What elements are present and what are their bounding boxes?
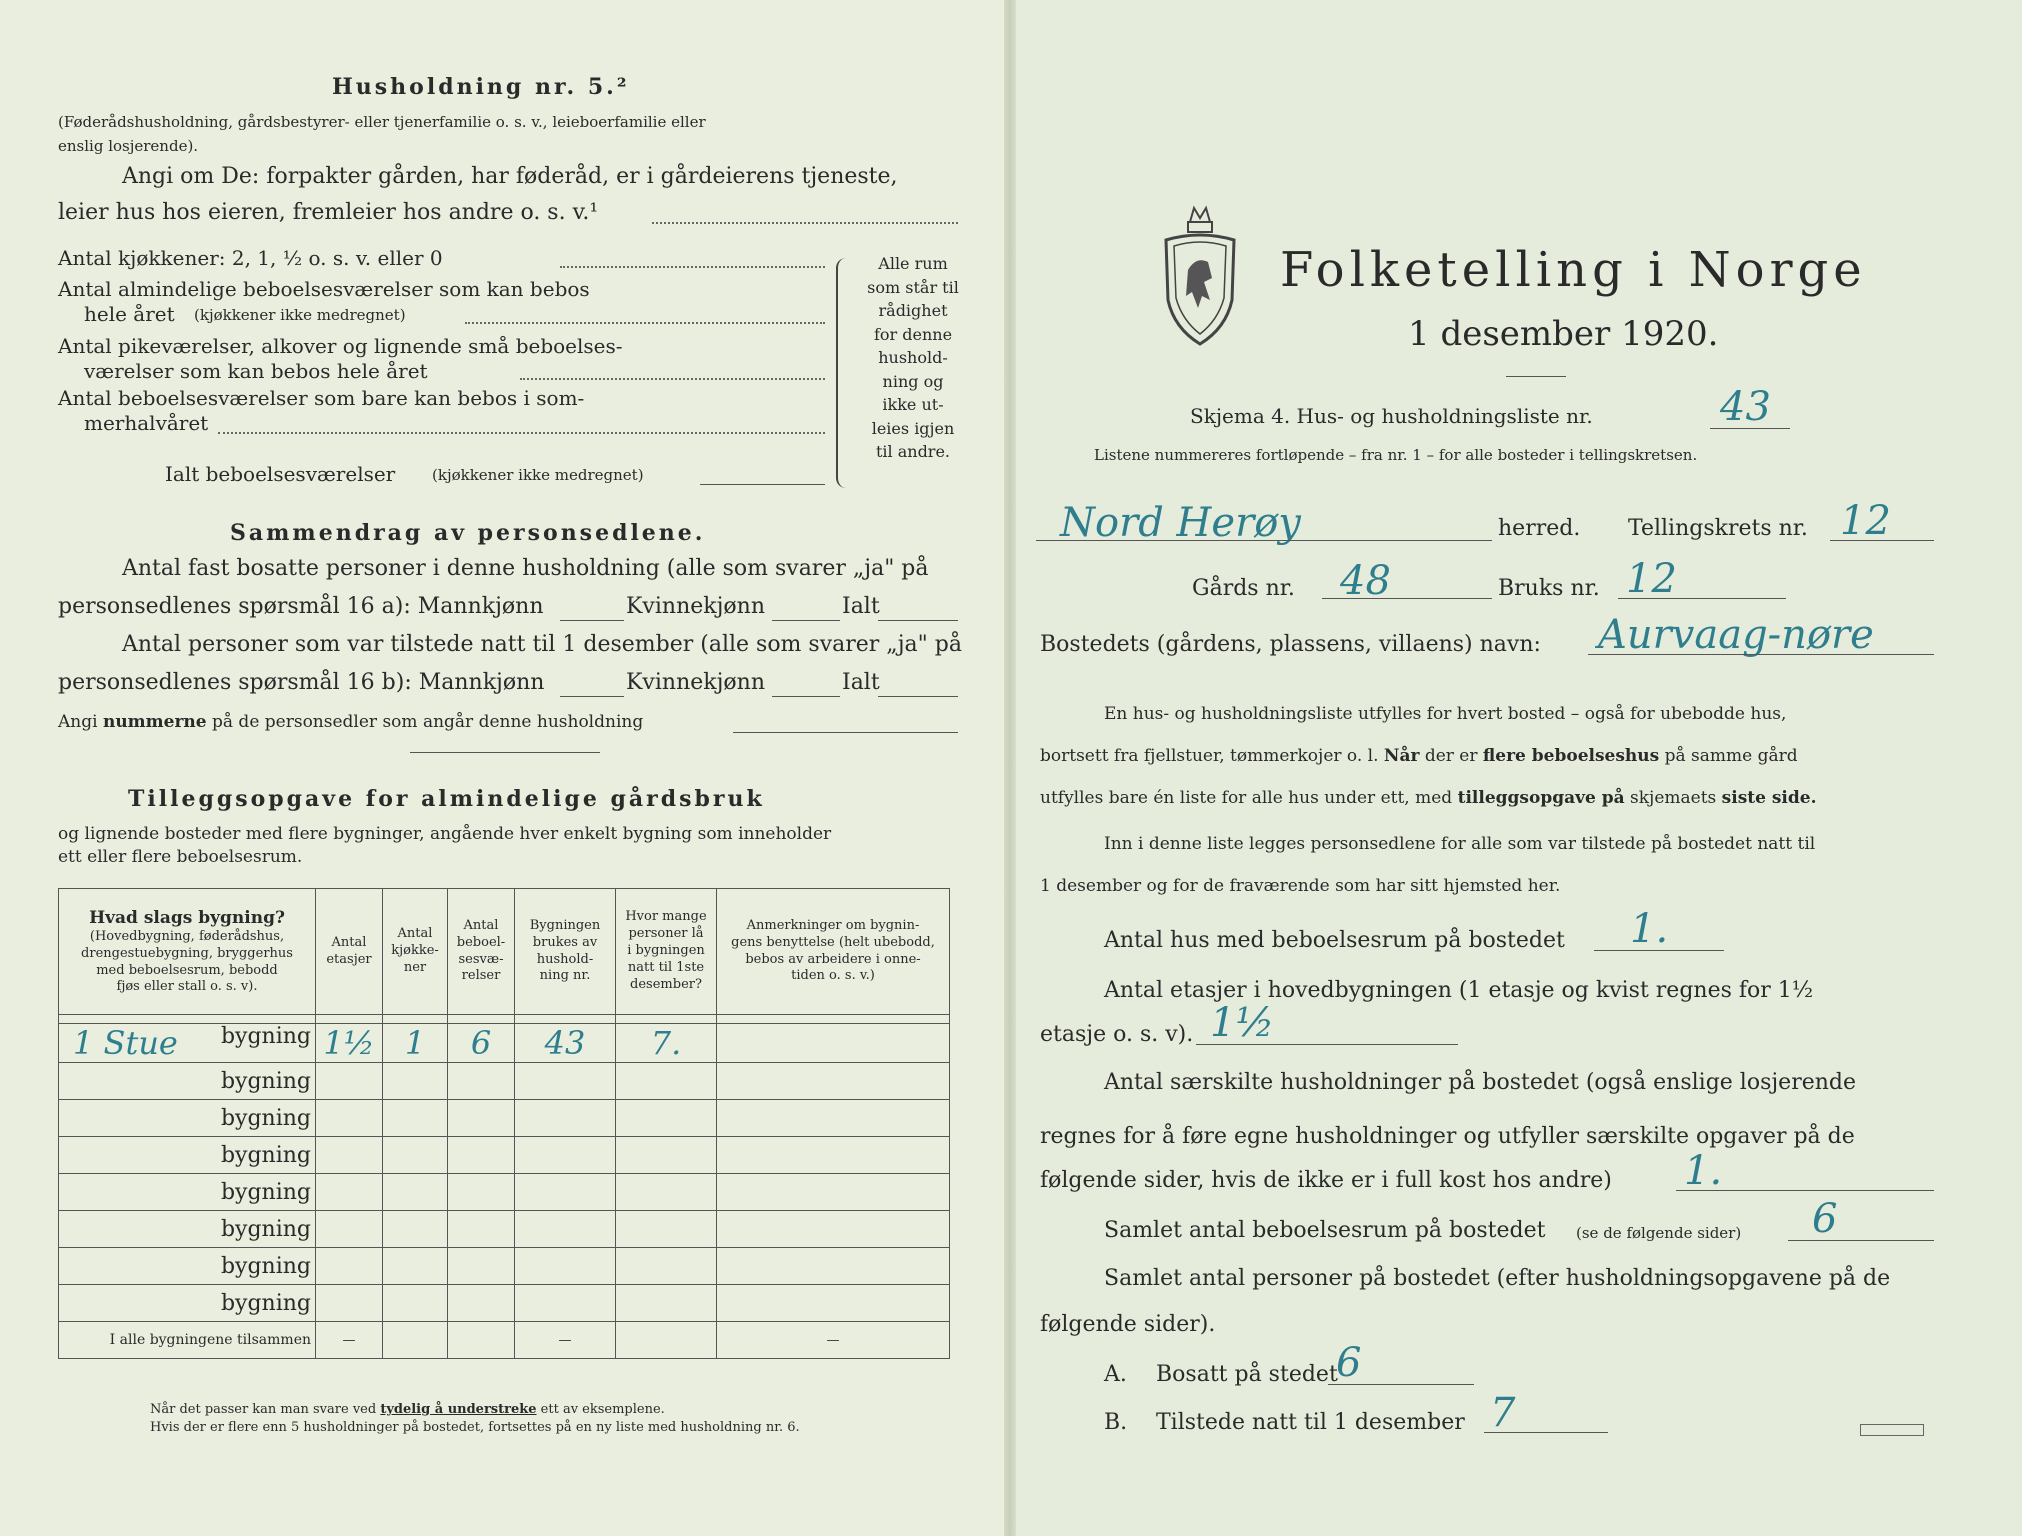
col-beboelse: Antal beboel- sesvæ- relser <box>448 889 515 1015</box>
row1-beboelse: 6 <box>448 1024 515 1063</box>
bosted-label: Bostedets (gårdens, plassens, villaens) navn: <box>1040 632 1541 657</box>
hus-label: Antal hus med beboelsesrum på bostedet <box>1104 928 1565 953</box>
krets-value: 12 <box>1840 498 1891 544</box>
paragraph-1: En hus- og husholdningsliste utfylles for hvert bosted – også for ubebodde hus, <box>1104 704 1787 724</box>
bosatt-value: 6 <box>1336 1340 1362 1386</box>
tilstede-label: Tilstede natt til 1 desember <box>1156 1410 1465 1435</box>
alm-line-1: Antal almindelige beboelsesværelser som kan bebos <box>58 277 590 301</box>
col-kjokken: Antal kjøkke- ner <box>383 889 448 1015</box>
row1-hush: 43 <box>515 1024 616 1063</box>
tillegg-line-1: og lignende bosteder med flere bygninger, angående hver enkelt bygning som inneholder <box>58 824 832 844</box>
sammendrag-title: Sammendrag av personsedlene. <box>230 520 706 546</box>
bruks-value: 12 <box>1626 556 1677 602</box>
krets-label: Tellingskrets nr. <box>1628 516 1808 541</box>
building-table <box>58 888 950 1359</box>
fast-line-2: personsedlenes spørsmål 16 a): Mannkjønn <box>58 594 544 619</box>
listene-note: Listene nummereres fortløpende – fra nr. 1 – for alle bosteder i tellingskretsen. <box>1094 446 1698 464</box>
printer-stamp <box>1860 1424 1924 1436</box>
footnote-2: Hvis der er flere enn 5 husholdninger på bostedet, fortsettes på en ny liste med husholdning nr. 6. <box>150 1420 800 1435</box>
table-row: bygning <box>59 1137 950 1174</box>
tilstede-letter: B. <box>1104 1410 1128 1435</box>
samlet-beboelse-label: Samlet antal beboelsesrum på bostedet <box>1104 1218 1546 1243</box>
fast-ialt: Ialt <box>842 594 880 619</box>
col-type: Hvad slags bygning? (Hovedbygning, føderådshus, drengestuebygning, bryggerhus med beboelsesrum, bebodd fjøs eller stall o. s. v). <box>59 889 316 1015</box>
intro-line-1: (Føderådshusholdning, gårdsbestyrer- eller tjenerfamilie o. s. v., leieboerfamilie eller <box>58 113 706 131</box>
etasjer-line-2: etasje o. s. v). <box>1040 1022 1194 1047</box>
bosted-value: Aurvaag-nøre <box>1598 612 1874 658</box>
samlet-personer-line-1: Samlet antal personer på bostedet (efter husholdningsopgavene på de <box>1104 1266 1891 1291</box>
tilst-ialt: Ialt <box>842 670 880 695</box>
etasjer-value: 1½ <box>1210 1000 1275 1046</box>
alm-note: (kjøkkener ikke medregnet) <box>194 306 406 324</box>
household-title: Husholdning nr. 5.² <box>332 74 630 100</box>
col-hush: Bygningen brukes av hushold- ning nr. <box>515 889 616 1015</box>
bosatt-label: Bosatt på stedet <box>1156 1362 1338 1387</box>
pike-line-1: Antal pikeværelser, alkover og lignende små beboelses- <box>58 334 623 358</box>
samlet-beboelse-note: (se de følgende sider) <box>1576 1224 1742 1242</box>
table-row: bygning <box>59 1174 950 1211</box>
main-title: Folketelling i Norge <box>1280 242 1867 298</box>
row1-type: 1 Stue <box>73 1024 178 1062</box>
fast-kvinne: Kvinnekjønn <box>626 594 765 619</box>
paragraph-5: 1 desember og for de fraværende som har sitt hjemsted her. <box>1040 876 1561 896</box>
intro-line-2: enslig losjerende). <box>58 137 199 155</box>
tilst-line-2: personsedlenes spørsmål 16 b): Mannkjønn <box>58 670 545 695</box>
row1-personer: 7. <box>616 1024 717 1063</box>
row1-etasjer: 1½ <box>316 1024 383 1063</box>
hus-value: 1. <box>1630 906 1669 952</box>
gards-label: Gårds nr. <box>1192 576 1295 601</box>
table-row: bygning <box>59 1285 950 1322</box>
pike-line-2: værelser som kan bebos hele året <box>84 359 428 383</box>
side-note: Alle rum som står til rådighet for denne hushold- ning og ikke ut- leies igjen til andre. <box>867 254 959 461</box>
table-row: 1 Stue bygning 1½ 1 6 43 7. <box>59 1024 950 1063</box>
census-date: 1 desember 1920. <box>1408 314 1719 354</box>
paragraph-4: Inn i denne liste legges personsedlene for alle som var tilstede på bostedet natt til <box>1104 834 1816 854</box>
saer-line-3: følgende sider, hvis de ikke er i full kost hos andre) <box>1040 1168 1612 1193</box>
tilst-kvinne: Kvinnekjønn <box>626 670 765 695</box>
herred-value: Nord Herøy <box>1060 500 1301 546</box>
ialt-note: (kjøkkener ikke medregnet) <box>432 466 644 484</box>
table-total-row: I alle bygningene tilsammen — — — <box>59 1322 950 1359</box>
col-personer: Hvor mange personer lå i bygningen natt til 1ste desember? <box>616 889 717 1015</box>
page-fold <box>1004 0 1016 1536</box>
skjema-number: 43 <box>1720 384 1771 430</box>
angi-nummer: Angi nummerne på de personsedler som angår denne husholdning <box>58 712 644 732</box>
row1-kjokken: 1 <box>383 1024 448 1063</box>
tilst-line-1: Antal personer som var tilstede natt til 1 desember (alle som svarer „ja" på <box>122 632 962 657</box>
skjema-label: Skjema 4. Hus- og husholdningsliste nr. <box>1190 404 1593 428</box>
ialt-label: Ialt beboelsesværelser <box>165 462 396 486</box>
coat-of-arms-icon <box>1160 200 1240 350</box>
angi-line-1: Angi om De: forpakter gården, har føderåd, er i gårdeierens tjeneste, <box>122 164 898 189</box>
col-anm: Anmerkninger om bygnin- gens benyttelse (helt ubebodd, bebos av arbeidere i onne- tiden o. s. v.) <box>717 889 950 1015</box>
table-row: bygning <box>59 1100 950 1137</box>
alm-line-2: hele året <box>84 302 175 326</box>
table-row: bygning <box>59 1211 950 1248</box>
angi-line-2: leier hus hos eieren, fremleier hos andre o. s. v.¹ <box>58 200 599 225</box>
table-row: bygning <box>59 1063 950 1100</box>
tillegg-title: Tilleggsopgave for almindelige gårdsbruk <box>128 786 765 812</box>
footnote-1: Når det passer kan man svare ved tydelig å understreke ett av eksemplene. <box>150 1402 665 1417</box>
bruks-label: Bruks nr. <box>1498 576 1600 601</box>
col-etasjer: Antal etasjer <box>316 889 383 1015</box>
tilstede-value: 7 <box>1490 1390 1516 1436</box>
gards-value: 48 <box>1340 558 1391 604</box>
som-line-1: Antal beboelsesværelser som bare kan bebos i som- <box>58 386 585 410</box>
fast-line-1: Antal fast bosatte personer i denne husholdning (alle som svarer „ja" på <box>122 556 929 581</box>
herred-label: herred. <box>1498 516 1581 541</box>
kjokken-label: Antal kjøkkener: 2, 1, ½ o. s. v. eller 0 <box>58 246 443 270</box>
saer-value: 1. <box>1684 1148 1723 1194</box>
paragraph-2: bortsett fra fjellstuer, tømmerkojer o. l. Når der er flere beboelseshus på samme gård <box>1040 746 1798 766</box>
som-line-2: merhalvåret <box>84 411 209 435</box>
bosatt-letter: A. <box>1104 1362 1127 1387</box>
saer-line-2: regnes for å føre egne husholdninger og utfyller særskilte opgaver på de <box>1040 1124 1855 1149</box>
side-brace <box>836 258 852 488</box>
tillegg-line-2: ett eller flere beboelsesrum. <box>58 847 303 867</box>
samlet-beboelse-value: 6 <box>1812 1196 1838 1242</box>
samlet-personer-line-2: følgende sider). <box>1040 1312 1216 1337</box>
saer-line-1: Antal særskilte husholdninger på bostedet (også enslige losjerende <box>1104 1070 1857 1095</box>
paragraph-3: utfylles bare én liste for alle hus under ett, med tilleggsopgave på skjemaets siste side. <box>1040 788 1817 808</box>
etasjer-line-1: Antal etasjer i hovedbygningen (1 etasje og kvist regnes for 1½ <box>1104 978 1814 1003</box>
table-row: bygning <box>59 1248 950 1285</box>
